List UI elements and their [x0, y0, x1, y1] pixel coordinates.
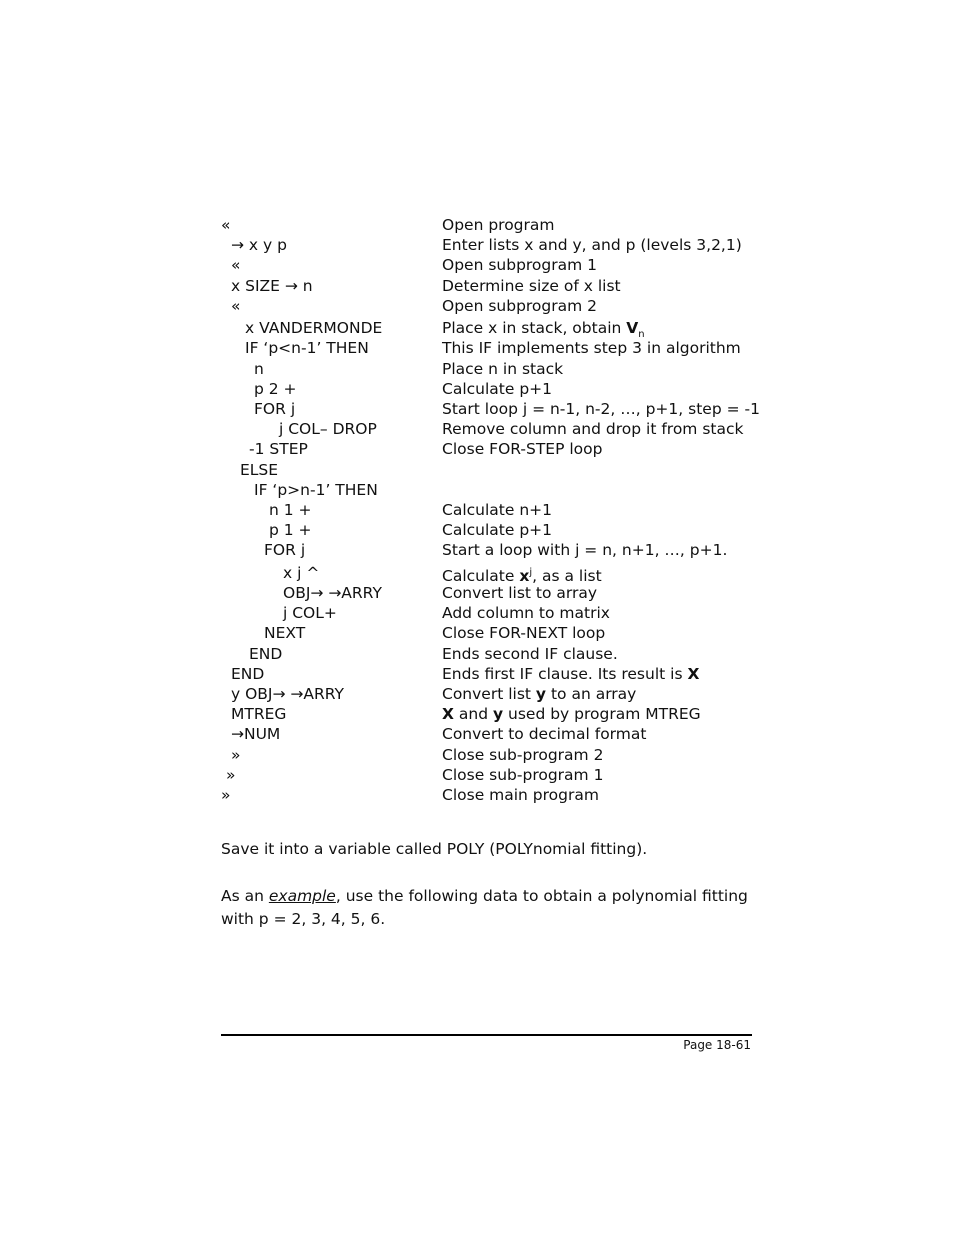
program-listing	[221, 215, 760, 805]
code-line: p 1 +	[269, 521, 312, 540]
code-comment: Ends second IF clause.	[442, 644, 618, 663]
code-line: IF ‘p>n-1’ THEN	[254, 480, 378, 499]
code-comment: Calculate $x^j$, as a list	[442, 566, 602, 585]
code-comment: Add column to matrix	[442, 604, 610, 623]
listing-row	[221, 460, 751, 480]
code-comment: Calculate n+1	[442, 500, 552, 519]
code-comment: Ends first IF clause. Its result is X	[442, 664, 700, 683]
code-comment: Close FOR-NEXT loop	[442, 624, 606, 643]
code-comment: Close sub-program 1	[442, 765, 604, 784]
code-line: MTREG	[231, 705, 287, 724]
listing-row	[221, 785, 751, 805]
listing-row	[221, 664, 751, 684]
listing-row	[221, 215, 751, 235]
code-line: NEXT	[264, 624, 306, 643]
example-link[interactable]: example	[268, 887, 336, 905]
code-line: -1 STEP	[249, 440, 308, 459]
listing-row	[221, 399, 760, 419]
code-comment: Place x in stack, obtain $V_n$	[442, 318, 645, 341]
code-line: x j ^	[283, 563, 320, 582]
listing-row	[221, 359, 751, 379]
code-comment: Close FOR-STEP loop	[442, 440, 603, 459]
listing-row	[221, 296, 751, 316]
listing-row	[221, 338, 751, 358]
code-line: x SIZE → n	[231, 276, 313, 295]
code-comment: Open subprogram 2	[442, 296, 598, 315]
save-instruction: Save it into a variable called POLY (POLYnomial fitting).	[221, 840, 648, 858]
listing-row	[221, 520, 751, 540]
code-line: j COL– DROP	[279, 420, 377, 439]
code-line: END	[231, 664, 265, 683]
listing-row	[221, 439, 751, 459]
footer-rule	[221, 1034, 752, 1036]
listing-row	[221, 644, 751, 664]
listing-row	[221, 603, 751, 623]
code-line: END	[249, 644, 283, 663]
code-line: p 2 +	[254, 379, 297, 398]
listing-row	[221, 419, 751, 439]
code-comment: Calculate p+1	[442, 521, 553, 540]
code-comment: Close main program	[442, 785, 599, 804]
code-line: n	[254, 359, 264, 378]
listing-row	[221, 724, 751, 744]
code-comment: Close sub-program 2	[442, 745, 604, 764]
code-line: ELSE	[240, 460, 279, 479]
code-line: «	[231, 256, 241, 275]
page-number: Page 18-61	[683, 1038, 751, 1052]
code-line: «	[231, 296, 241, 315]
code-comment: Convert list y to an array	[442, 684, 637, 703]
code-comment: Place n in stack	[442, 359, 564, 378]
code-comment: Remove column and drop it from stack	[442, 420, 744, 439]
listing-row	[221, 276, 751, 296]
code-comment: Convert list to array	[442, 584, 598, 602]
listing-row	[221, 500, 751, 520]
code-comment: Open program	[442, 216, 555, 234]
code-line: j COL+	[283, 604, 337, 623]
code-line: FOR j	[254, 400, 296, 418]
listing-row	[221, 745, 751, 765]
code-comment: Determine size of x list	[442, 276, 621, 295]
code-line: → x y p	[231, 236, 287, 255]
code-line: »	[226, 765, 236, 784]
code-comment: Start a loop with j = n, n+1, …, p+1.	[442, 541, 728, 560]
listing-row	[221, 316, 751, 339]
code-comment: Enter lists x and y, and p (levels 3,2,1)	[442, 236, 742, 255]
listing-row	[221, 583, 751, 603]
code-line: FOR j	[264, 541, 306, 560]
code-line: OBJ→ →ARRY	[283, 584, 382, 602]
example-paragraph: As an example, use the following data to obtain a polynomial fitting with p = 2, 3, 4, 5, 6.	[221, 887, 748, 928]
listing-row	[221, 235, 751, 255]
code-line: y OBJ→ →ARRY	[231, 684, 345, 703]
code-comment: Start loop j = n-1, n-2, …, p+1, step = -1	[442, 400, 760, 418]
listing-row	[221, 561, 751, 584]
listing-row	[221, 379, 751, 399]
code-line: »	[221, 785, 231, 804]
listing-row	[221, 684, 751, 704]
listing-row	[221, 540, 751, 560]
code-comment: X and y used by program MTREG	[442, 705, 701, 724]
code-comment: Open subprogram 1	[442, 256, 598, 275]
listing-row	[221, 480, 751, 500]
code-line: →NUM	[231, 725, 281, 744]
code-line: x VANDERMONDE	[245, 318, 383, 337]
code-line: «	[221, 216, 231, 234]
code-comment: This IF implements step 3 in algorithm	[442, 339, 741, 358]
code-line: »	[231, 745, 241, 764]
listing-row	[221, 255, 751, 275]
code-line: IF ‘p<n-1’ THEN	[245, 339, 369, 358]
code-comment: Calculate p+1	[442, 379, 553, 398]
listing-row	[221, 704, 751, 724]
listing-row	[221, 623, 751, 643]
listing-row	[221, 765, 751, 785]
code-comment: Convert to decimal format	[442, 725, 647, 744]
code-line: n 1 +	[269, 500, 312, 519]
